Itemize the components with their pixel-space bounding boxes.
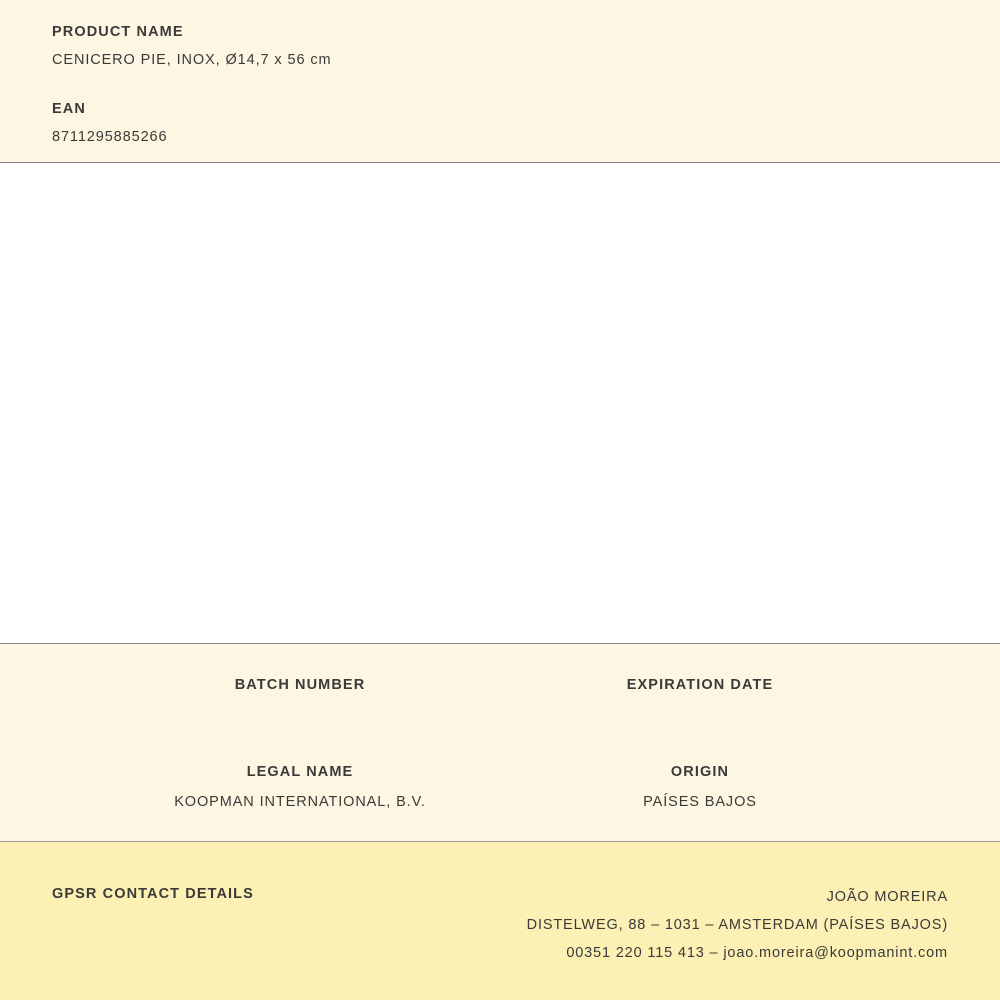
product-name-value: CENICERO PIE, INOX, Ø14,7 x 56 cm	[52, 52, 332, 69]
gpsr-contact-phone-email: 00351 220 115 413 – joao.moreira@koopmanint.com	[566, 944, 948, 961]
gpsr-footer	[0, 842, 1000, 1000]
product-image-area	[0, 163, 1000, 644]
gpsr-contact-name: JOÃO MOREIRA	[826, 889, 948, 905]
legal-origin-row	[0, 704, 1000, 812]
expiration-date-cell	[500, 675, 900, 704]
legal-name-label: LEGAL NAME	[246, 764, 354, 781]
ean-value: 8711295885266	[52, 128, 168, 145]
legal-name-value: KOOPMAN INTERNATIONAL, B.V.	[174, 793, 426, 810]
product-name-field	[0, 22, 1000, 71]
product-header-block	[0, 0, 1000, 163]
batch-number-cell	[100, 675, 500, 704]
origin-cell	[500, 762, 900, 812]
gpsr-contact-address: DISTELWEG, 88 – 1031 – AMSTERDAM (PAÍSES BAJOS)	[526, 916, 948, 933]
batch-expiration-row	[0, 644, 1000, 704]
origin-value: PAÍSES BAJOS	[643, 793, 757, 810]
ean-label: EAN	[52, 100, 86, 117]
gpsr-contact-details-title: GPSR CONTACT DETAILS	[52, 886, 254, 902]
ean-field	[0, 99, 1000, 148]
legal-name-cell	[100, 762, 500, 812]
origin-label: ORIGIN	[670, 764, 730, 781]
gpsr-contact-block	[527, 884, 948, 968]
product-name-label: PRODUCT NAME	[52, 24, 184, 40]
expiration-date-label: EXPIRATION DATE	[626, 677, 774, 693]
product-info-block	[0, 644, 1000, 842]
batch-number-label: BATCH NUMBER	[234, 677, 366, 693]
